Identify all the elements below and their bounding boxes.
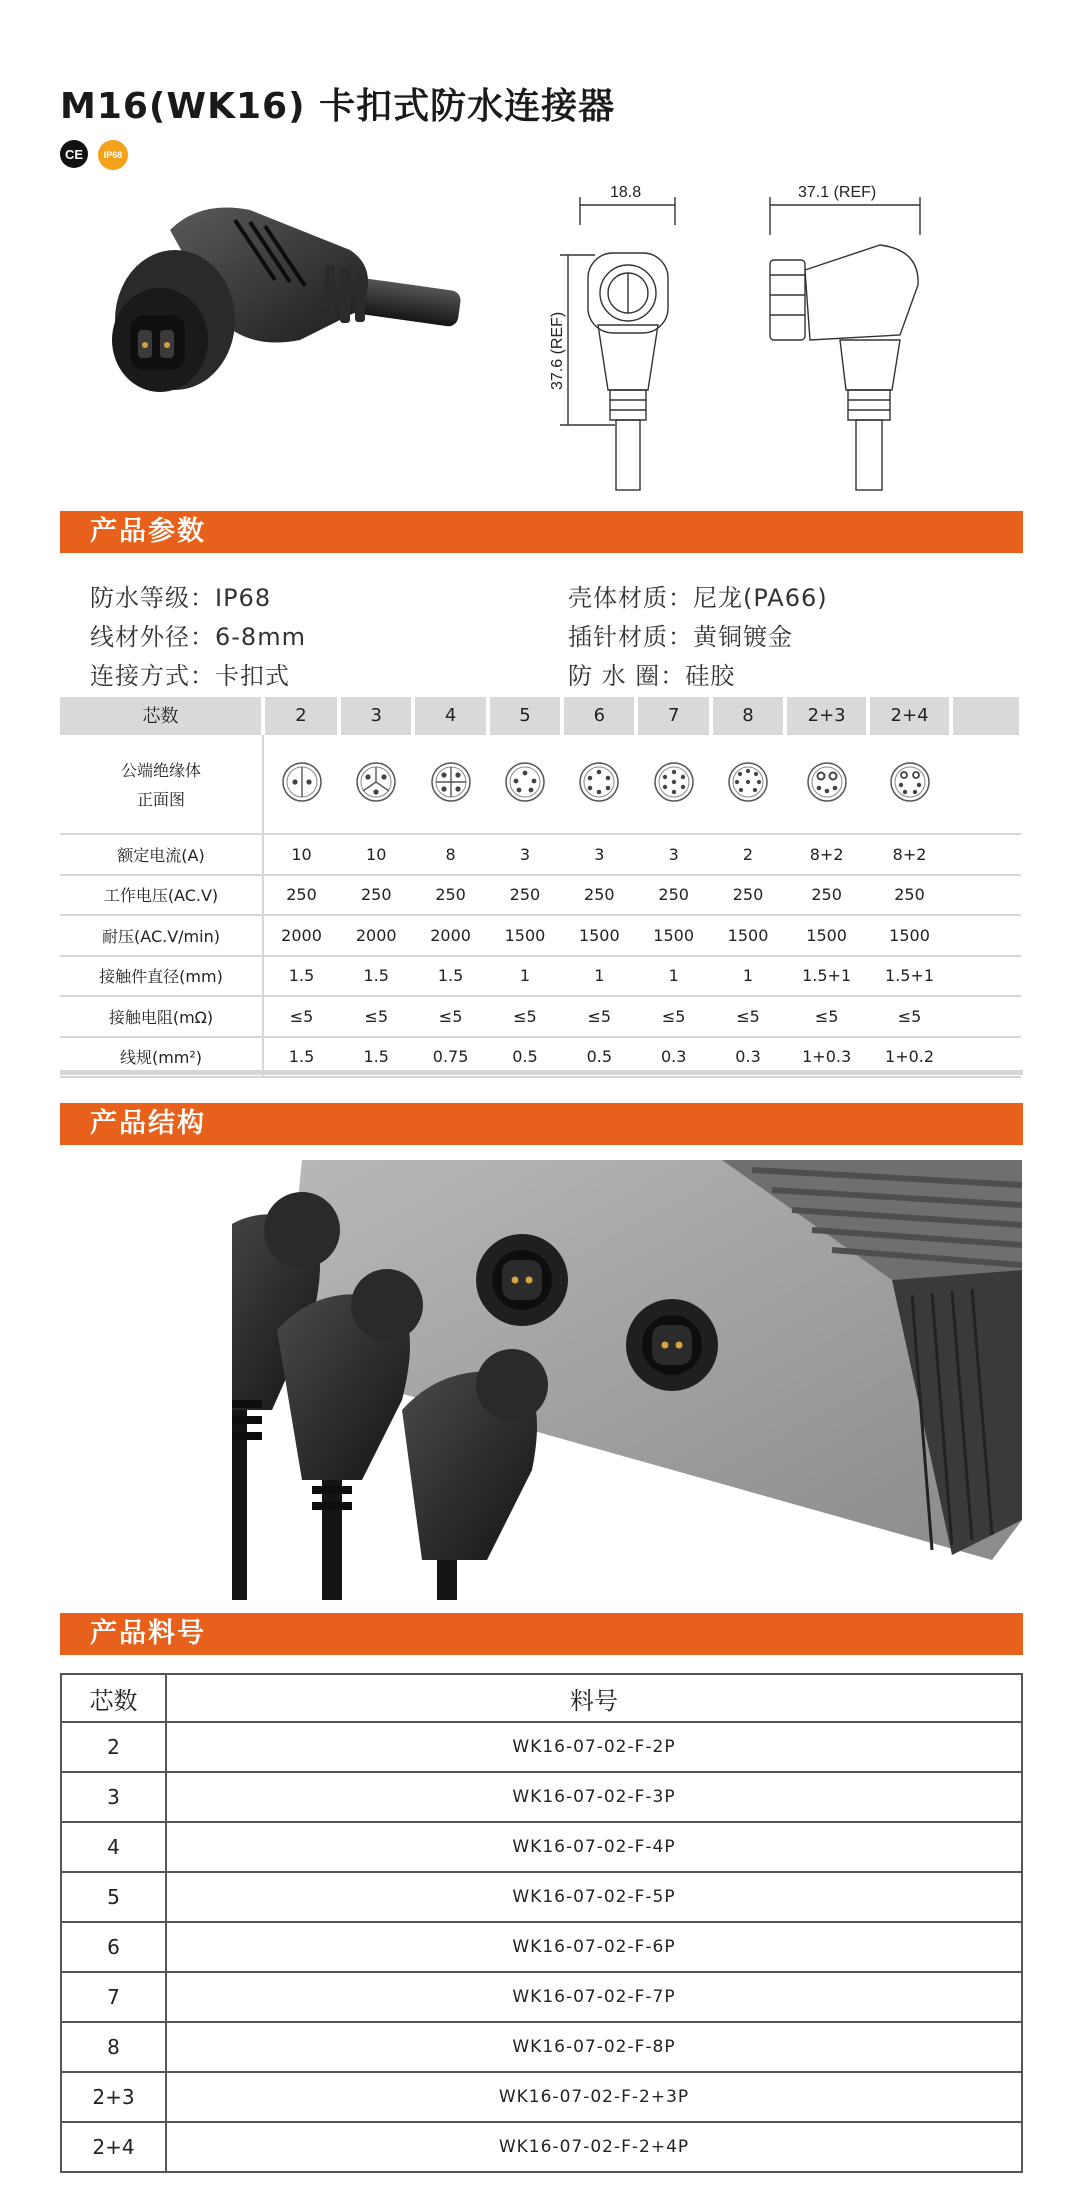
spec-cell: ≤5 xyxy=(339,996,413,1037)
part-row-code: WK16-07-02-F-5P xyxy=(166,1872,1022,1922)
spec-cell: 3 xyxy=(488,834,562,875)
part-row-code: WK16-07-02-F-3P xyxy=(166,1772,1022,1822)
spec-row-label: 线规(mm²) xyxy=(60,1037,263,1078)
pin-face-2plus4-icon xyxy=(868,734,951,834)
spec-cell: ≤5 xyxy=(263,996,339,1037)
spec-header-cell: 5 xyxy=(488,697,562,734)
section-params-bar: 产品参数 xyxy=(60,511,1023,553)
part-row-cores: 3 xyxy=(61,1772,166,1822)
spec-cell: 8+2 xyxy=(868,834,951,875)
spec-cell: 2000 xyxy=(339,915,413,956)
spec-header-empty xyxy=(951,697,1021,734)
spec-cell: 10 xyxy=(339,834,413,875)
spec-row-label: 耐压(AC.V/min) xyxy=(60,915,263,956)
part-row xyxy=(61,2072,1022,2122)
spec-cell: 250 xyxy=(488,875,562,916)
spec-cell: 250 xyxy=(339,875,413,916)
spec-cell: 0.5 xyxy=(488,1037,562,1078)
spec-cell: 2000 xyxy=(413,915,487,956)
spec-cell: ≤5 xyxy=(868,996,951,1037)
dim-length-label: 37.1 (REF) xyxy=(798,184,877,201)
spec-cell: 1500 xyxy=(711,915,785,956)
cert-marks xyxy=(60,140,128,170)
param-seal: 防 水 圈：硅胶 xyxy=(568,662,736,690)
spec-cell: 1500 xyxy=(488,915,562,956)
param-pin: 插针材质：黄铜镀金 xyxy=(568,623,793,651)
part-header-cores: 芯数 xyxy=(61,1674,166,1722)
spec-row xyxy=(60,875,1021,916)
spec-cell: 1 xyxy=(562,956,636,997)
spec-cell: ≤5 xyxy=(488,996,562,1037)
spec-header-cell: 3 xyxy=(339,697,413,734)
part-row-cores: 7 xyxy=(61,1972,166,2022)
part-row-cores: 4 xyxy=(61,1822,166,1872)
spec-row xyxy=(60,996,1021,1037)
section-part-numbers-bar: 产品料号 xyxy=(60,1613,1023,1655)
spec-cell: 10 xyxy=(263,834,339,875)
part-row-cores: 6 xyxy=(61,1922,166,1972)
spec-cell: 1500 xyxy=(636,915,710,956)
spec-cell: 1.5 xyxy=(339,956,413,997)
part-row-cores: 2+4 xyxy=(61,2122,166,2172)
param-waterproof: 防水等级：IP68 xyxy=(90,584,272,612)
pin-face-5-icon xyxy=(488,734,562,834)
spec-header-cell: 2 xyxy=(263,697,339,734)
spec-cell: 1.5+1 xyxy=(785,956,868,997)
spec-cell: 250 xyxy=(785,875,868,916)
section-structure-bar: 产品结构 xyxy=(60,1103,1023,1145)
part-row xyxy=(61,1872,1022,1922)
spec-header-cell: 7 xyxy=(636,697,710,734)
pin-face-4-icon xyxy=(413,734,487,834)
dimension-drawing xyxy=(540,175,970,495)
part-row-cores: 2 xyxy=(61,1722,166,1772)
part-row xyxy=(61,1722,1022,1772)
param-shell: 壳体材质：尼龙(PA66) xyxy=(568,584,828,612)
spec-cell: 0.5 xyxy=(562,1037,636,1078)
page-title: M16(WK16) 卡扣式防水连接器 xyxy=(60,86,616,127)
pin-face-2plus3-icon xyxy=(785,734,868,834)
spec-cell: 1 xyxy=(636,956,710,997)
dim-width-label: 18.8 xyxy=(610,184,642,201)
spec-cell: ≤5 xyxy=(636,996,710,1037)
spec-cell: 1500 xyxy=(562,915,636,956)
spec-cell: 1 xyxy=(488,956,562,997)
spec-cell-empty xyxy=(951,915,1021,956)
part-row xyxy=(61,2122,1022,2172)
part-row-code: WK16-07-02-F-7P xyxy=(166,1972,1022,2022)
ip68-mark-icon: IP68 xyxy=(98,140,128,170)
spec-cell-empty xyxy=(951,875,1021,916)
spec-cell: 1500 xyxy=(785,915,868,956)
part-row-cores: 5 xyxy=(61,1872,166,1922)
pin-face-2-icon xyxy=(263,734,339,834)
spec-cell: 1+0.2 xyxy=(868,1037,951,1078)
part-row-code: WK16-07-02-F-8P xyxy=(166,2022,1022,2072)
spec-cell: 1.5 xyxy=(413,956,487,997)
spec-cell: 3 xyxy=(562,834,636,875)
part-header-code: 料号 xyxy=(166,1674,1022,1722)
spec-cell: ≤5 xyxy=(785,996,868,1037)
dim-height-label: 37.6 (REF) xyxy=(549,311,566,390)
part-row xyxy=(61,1772,1022,1822)
spec-header-cores: 芯数 xyxy=(60,697,263,734)
part-header-row xyxy=(61,1674,1022,1722)
spec-cell: 3 xyxy=(636,834,710,875)
spec-cell-empty xyxy=(951,834,1021,875)
ce-mark-icon: CE xyxy=(60,140,88,168)
spec-header-cell: 4 xyxy=(413,697,487,734)
spec-header-row xyxy=(60,697,1021,734)
spec-cell: ≤5 xyxy=(711,996,785,1037)
part-row xyxy=(61,1822,1022,1872)
spec-cell: 1 xyxy=(711,956,785,997)
spec-cell: 250 xyxy=(263,875,339,916)
spec-cell: 1500 xyxy=(868,915,951,956)
part-row-code: WK16-07-02-F-4P xyxy=(166,1822,1022,1872)
spec-cell: 250 xyxy=(636,875,710,916)
part-row-cores: 2+3 xyxy=(61,2072,166,2122)
spec-header-cell: 6 xyxy=(562,697,636,734)
pin-face-3-icon xyxy=(339,734,413,834)
spec-cell: 1.5 xyxy=(263,956,339,997)
spec-cell: 250 xyxy=(562,875,636,916)
pin-face-label: 公端绝缘体 正面图 xyxy=(60,734,263,834)
spec-header-cell: 2+3 xyxy=(785,697,868,734)
part-row xyxy=(61,1922,1022,1972)
spec-cell: ≤5 xyxy=(562,996,636,1037)
spec-cell-empty xyxy=(951,956,1021,997)
spec-table-bottom-rule xyxy=(60,1070,1023,1075)
spec-cell-empty xyxy=(951,996,1021,1037)
spec-row xyxy=(60,915,1021,956)
spec-row-label: 接触电阻(mΩ) xyxy=(60,996,263,1037)
spec-cell: 1.5 xyxy=(339,1037,413,1078)
spec-row-pin-face xyxy=(60,734,1021,834)
spec-cell: ≤5 xyxy=(413,996,487,1037)
spec-table xyxy=(60,697,1023,1078)
spec-cell: 1.5 xyxy=(263,1037,339,1078)
spec-row-label: 额定电流(A) xyxy=(60,834,263,875)
spec-row xyxy=(60,956,1021,997)
part-row-code: WK16-07-02-F-2P xyxy=(166,1722,1022,1772)
product-structure-photo xyxy=(232,1160,1022,1600)
spec-cell: 2 xyxy=(711,834,785,875)
param-cable: 线材外径：6-8mm xyxy=(90,623,306,651)
part-row xyxy=(61,2022,1022,2072)
spec-cell: 1.5+1 xyxy=(868,956,951,997)
spec-cell: 8 xyxy=(413,834,487,875)
part-row-code: WK16-07-02-F-2+4P xyxy=(166,2122,1022,2172)
spec-cell: 250 xyxy=(868,875,951,916)
pin-face-6-icon xyxy=(562,734,636,834)
pin-face-7-icon xyxy=(636,734,710,834)
spec-cell: 250 xyxy=(711,875,785,916)
spec-cell: 0.3 xyxy=(636,1037,710,1078)
spec-header-cell: 8 xyxy=(711,697,785,734)
param-connection: 连接方式：卡扣式 xyxy=(90,662,290,690)
spec-row-label: 接触件直径(mm) xyxy=(60,956,263,997)
part-row-cores: 8 xyxy=(61,2022,166,2072)
spec-row xyxy=(60,834,1021,875)
pin-face-8-icon xyxy=(711,734,785,834)
part-number-table xyxy=(60,1673,1023,2173)
spec-header-cell: 2+4 xyxy=(868,697,951,734)
product-photo xyxy=(100,190,470,400)
spec-cell: 2000 xyxy=(263,915,339,956)
part-row-code: WK16-07-02-F-2+3P xyxy=(166,2072,1022,2122)
spec-cell: 1+0.3 xyxy=(785,1037,868,1078)
part-row xyxy=(61,1972,1022,2022)
spec-row-label: 工作电压(AC.V) xyxy=(60,875,263,916)
spec-cell: 0.75 xyxy=(413,1037,487,1078)
spec-cell: 8+2 xyxy=(785,834,868,875)
spec-cell: 250 xyxy=(413,875,487,916)
spec-cell: 0.3 xyxy=(711,1037,785,1078)
part-row-code: WK16-07-02-F-6P xyxy=(166,1922,1022,1972)
